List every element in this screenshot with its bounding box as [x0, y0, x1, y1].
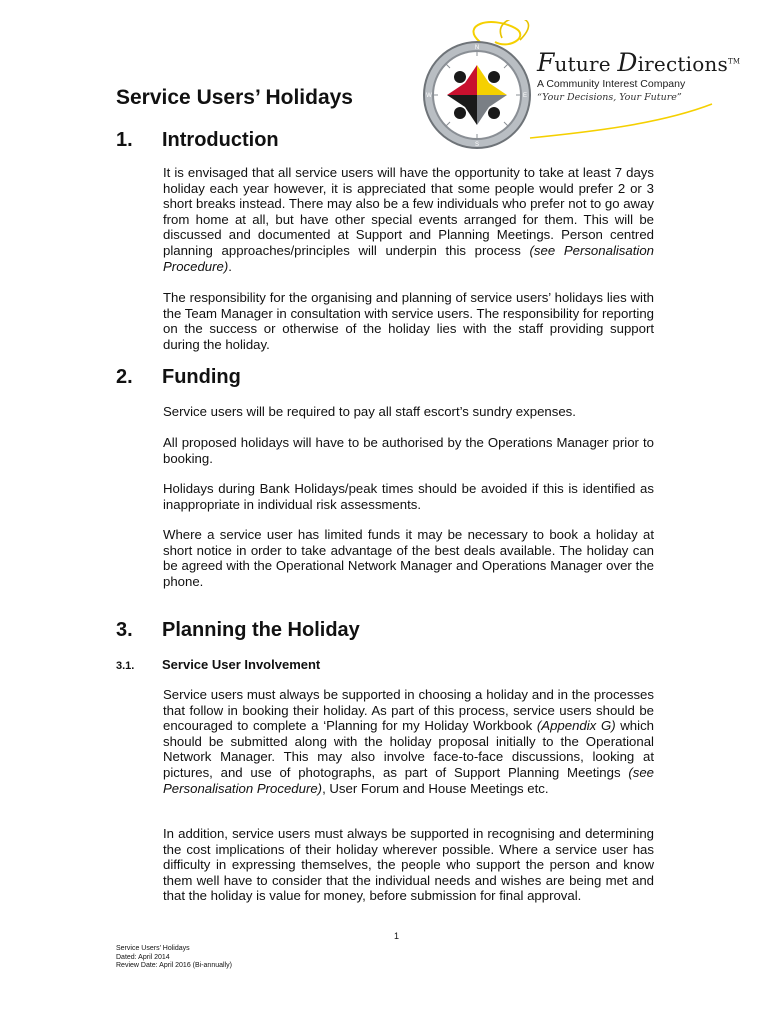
- funding-paragraph-1: Service users will be required to pay all staff escort’s sundry expenses.: [163, 404, 576, 419]
- compass-dot-ne: [488, 71, 500, 83]
- funding-paragraph-2: All proposed holidays will have to be authorised by the Operations Manager prior to booking.: [163, 435, 654, 466]
- compass-dot-sw: [454, 107, 466, 119]
- subsection-3-1-heading: [116, 657, 320, 672]
- involvement-paragraph-1: Service users must always be supported in choosing a holiday and in the processes that follow in booking their holiday. As part of this process, service users should be encouraged to complete a ‘Planning for my Holiday Workbook (Appendix G) which should be submitted along with the holiday proposal initially to the Operational Network Manager. This may also involve face-to-face discussions, looking at pictures, and use of photographs, as part of Support Planning Meetings (see Personalisation Procedure), User Forum and House Meetings etc.: [163, 687, 654, 796]
- compass-dot-se: [488, 107, 500, 119]
- section-title: Introduction: [162, 129, 279, 151]
- compass-dot-nw: [454, 71, 466, 83]
- brand-subtitle: A Community Interest Company: [537, 78, 686, 90]
- section-number: 1.: [116, 129, 133, 151]
- appendix-g-reference: (Appendix G): [536, 718, 616, 734]
- section-2-heading: [116, 366, 241, 389]
- document-title: Service Users’ Holidays: [116, 86, 353, 109]
- subsection-number: 3.1.: [116, 660, 135, 672]
- compass-label-n: N: [474, 45, 480, 51]
- compass-label-w: W: [426, 93, 432, 99]
- funding-paragraph-4: Where a service user has limited funds it may be necessary to book a holiday at short notice in order to take advantage of the best deals available. The holiday can be agreed with the Operational Network Manager and Operations Manager over the phone.: [163, 527, 654, 589]
- section-number: 3.: [116, 619, 133, 641]
- funding-paragraph-3: Holidays during Bank Holidays/peak times should be avoided if this is identified as inappropriate in individual risk assessments.: [163, 481, 654, 512]
- page-number: 1: [394, 931, 400, 941]
- compass-label-s: S: [474, 142, 480, 148]
- logo-rope-swirl: [473, 22, 520, 44]
- brand-tagline: “Your Decisions, Your Future”: [537, 92, 682, 103]
- section-number: 2.: [116, 366, 133, 388]
- footer-dated: Dated: April 2014: [116, 953, 170, 961]
- section-title: Planning the Holiday: [162, 619, 360, 641]
- personalisation-reference: (see Personalisation Procedure): [163, 764, 654, 796]
- logo-tagline-swirl: [530, 104, 712, 138]
- trademark-mark: TM: [727, 57, 741, 66]
- compass-label-e: E: [522, 93, 528, 99]
- section-title: Funding: [162, 366, 241, 388]
- page-footer: [116, 945, 232, 971]
- involvement-paragraph-2: In addition, service users must always be supported in recognising and determining the cost implications of their holiday wherever possible. Where a service user has difficulty in expressing themselves, the people who support the person and know them well have to consider that the individual needs and wishes are being met and that the holiday is value for money, before submission for final approval.: [163, 826, 654, 904]
- intro-paragraph-1: It is envisaged that all service users will have the opportunity to take at least 7 days holiday each year however, it is appreciated that some people would prefer 2 or 3 short breaks instead. There may also be a few individuals who prefer not to go away from home at all, but have other special events arranged for them. This will be discussed and documented at Support and Planning Meetings. Person centred planning approaches/principles will underpin this process (see Personalisation Procedure).: [163, 165, 654, 274]
- brand-block: [537, 48, 741, 103]
- section-3-heading: [116, 619, 360, 642]
- intro-paragraph-2: The responsibility for the organising and planning of service users’ holidays lies with the Team Manager in consultation with service users. The responsibility for reporting on the success or otherwise of the holiday lies with the staff providing support during the holiday.: [163, 290, 654, 352]
- subsection-title: Service User Involvement: [162, 657, 321, 672]
- section-1-heading: [116, 129, 279, 152]
- brand-name: Future Directions™: [537, 48, 741, 77]
- logo-rope-loop: [500, 20, 528, 40]
- footer-review-date: Review Date: April 2016 (Bi-annually): [116, 962, 232, 970]
- footer-title: Service Users’ Holidays: [116, 945, 190, 952]
- personalisation-reference: (see Personalisation Procedure): [163, 242, 654, 274]
